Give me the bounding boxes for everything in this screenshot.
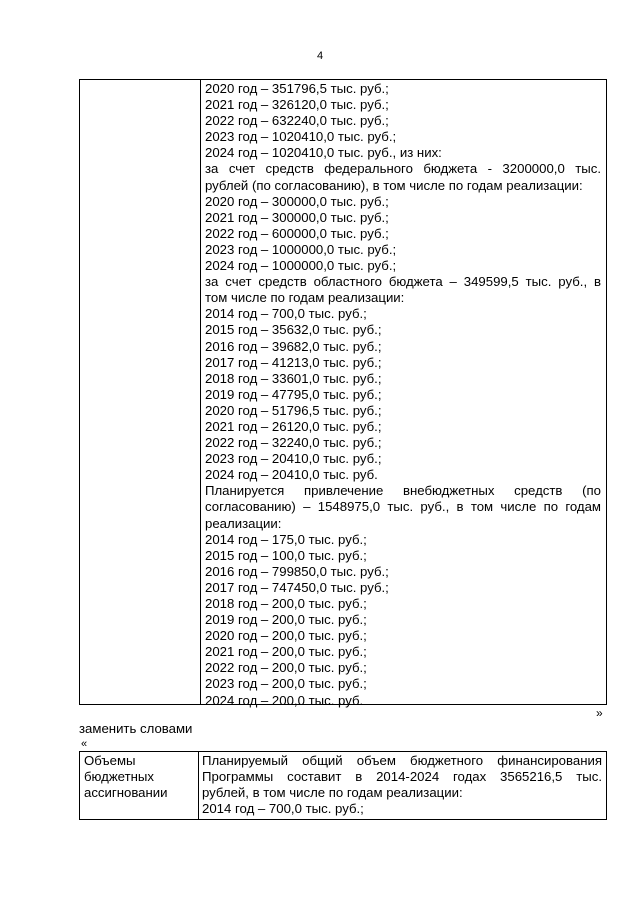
text-line: 2017 год – 747450,0 тыс. руб.;	[205, 579, 389, 595]
text-line: ассигновании	[84, 785, 168, 801]
text-line: 2016 год – 39682,0 тыс. руб.;	[205, 338, 382, 354]
text-line: 2020 год – 200,0 тыс. руб.;	[205, 628, 367, 644]
text-line: 2021 год – 300000,0 тыс. руб.;	[205, 209, 389, 225]
closing-quote: »	[596, 706, 603, 720]
text-line: 2023 год – 1000000,0 тыс. руб.;	[205, 241, 397, 257]
budget-table-new	[79, 751, 607, 820]
text-line: рублей (по согласованию), в том числе по годам реализации:	[205, 177, 583, 193]
text-line: 2022 год – 200,0 тыс. руб.;	[205, 660, 367, 676]
funding-details-cell	[205, 81, 601, 709]
text-line: 2022 год – 32240,0 тыс. руб.;	[205, 435, 382, 451]
text-line: 2024 год – 1020410,0 тыс. руб., из них:	[205, 145, 442, 161]
text-line: 2024 год – 20410,0 тыс. руб.	[205, 467, 378, 483]
text-line: 2014 год – 700,0 тыс. руб.;	[205, 306, 367, 322]
text-line: согласованию) – 1548975,0 тыс. руб., в том числе по годам	[205, 499, 601, 515]
text-line: реализации:	[205, 515, 282, 531]
text-line: за счет средств областного бюджета – 349599,5 тыс. руб., в	[205, 274, 601, 290]
page-number: 4	[316, 50, 324, 62]
text-line: рублей, в том числе по годам реализации:	[202, 785, 463, 801]
text-line: 2023 год – 20410,0 тыс. руб.;	[205, 451, 382, 467]
text-line: 2019 год – 47795,0 тыс. руб.;	[205, 386, 382, 402]
text-line: 2019 год – 200,0 тыс. руб.;	[205, 612, 367, 628]
text-line: Планируется привлечение внебюджетных средств (по	[205, 483, 601, 499]
text-line: Объемы	[84, 753, 136, 768]
text-line: 2016 год – 799850,0 тыс. руб.;	[205, 563, 389, 579]
text-line: 2020 год – 351796,5 тыс. руб.;	[205, 81, 389, 96]
text-line: 2017 год – 41213,0 тыс. руб.;	[205, 354, 382, 370]
text-line: 2024 год – 200,0 тыс. руб.	[205, 692, 364, 708]
text-line: 2018 год – 33601,0 тыс. руб.;	[205, 370, 382, 386]
column-divider	[200, 80, 201, 704]
text-line: 2024 год – 1000000,0 тыс. руб.;	[205, 258, 397, 274]
text-line: 2020 год – 51796,5 тыс. руб.;	[205, 402, 382, 418]
text-line: 2021 год – 200,0 тыс. руб.;	[205, 644, 367, 660]
column-divider	[198, 752, 199, 819]
text-line: 2022 год – 600000,0 тыс. руб.;	[205, 225, 389, 241]
text-line: 2021 год – 26120,0 тыс. руб.;	[205, 418, 382, 434]
text-line: бюджетных	[84, 769, 154, 785]
budget-table-old	[79, 79, 607, 708]
text-line: 2014 год – 700,0 тыс. руб.;	[202, 801, 364, 817]
text-line: том числе по годам реализации:	[205, 290, 405, 306]
text-line: 2018 год – 200,0 тыс. руб.;	[205, 596, 367, 611]
text-line: Программы составит в 2014-2024 годах 3565216,5 тыс.	[202, 769, 602, 785]
text-line: 2020 год – 300000,0 тыс. руб.;	[205, 193, 389, 209]
text-line: за счет средств федерального бюджета - 3200000,0 тыс.	[205, 161, 601, 177]
section-label-cell	[84, 753, 194, 801]
text-line: 2023 год – 1020410,0 тыс. руб.;	[205, 129, 397, 145]
text-line: 2015 год – 100,0 тыс. руб.;	[205, 547, 367, 563]
funding-summary-cell	[202, 753, 602, 817]
text-line: 2023 год – 200,0 тыс. руб.;	[205, 676, 367, 692]
text-line: 2015 год – 35632,0 тыс. руб.;	[205, 322, 382, 338]
replace-instruction: заменить словами	[79, 721, 193, 736]
text-line: Планируемый общий объем бюджетного финансирования	[202, 753, 602, 768]
text-line: 2022 год – 632240,0 тыс. руб.;	[205, 113, 389, 129]
text-line: 2014 год – 175,0 тыс. руб.;	[205, 531, 367, 547]
opening-quote: «	[81, 738, 88, 750]
text-line: 2021 год – 326120,0 тыс. руб.;	[205, 97, 389, 113]
